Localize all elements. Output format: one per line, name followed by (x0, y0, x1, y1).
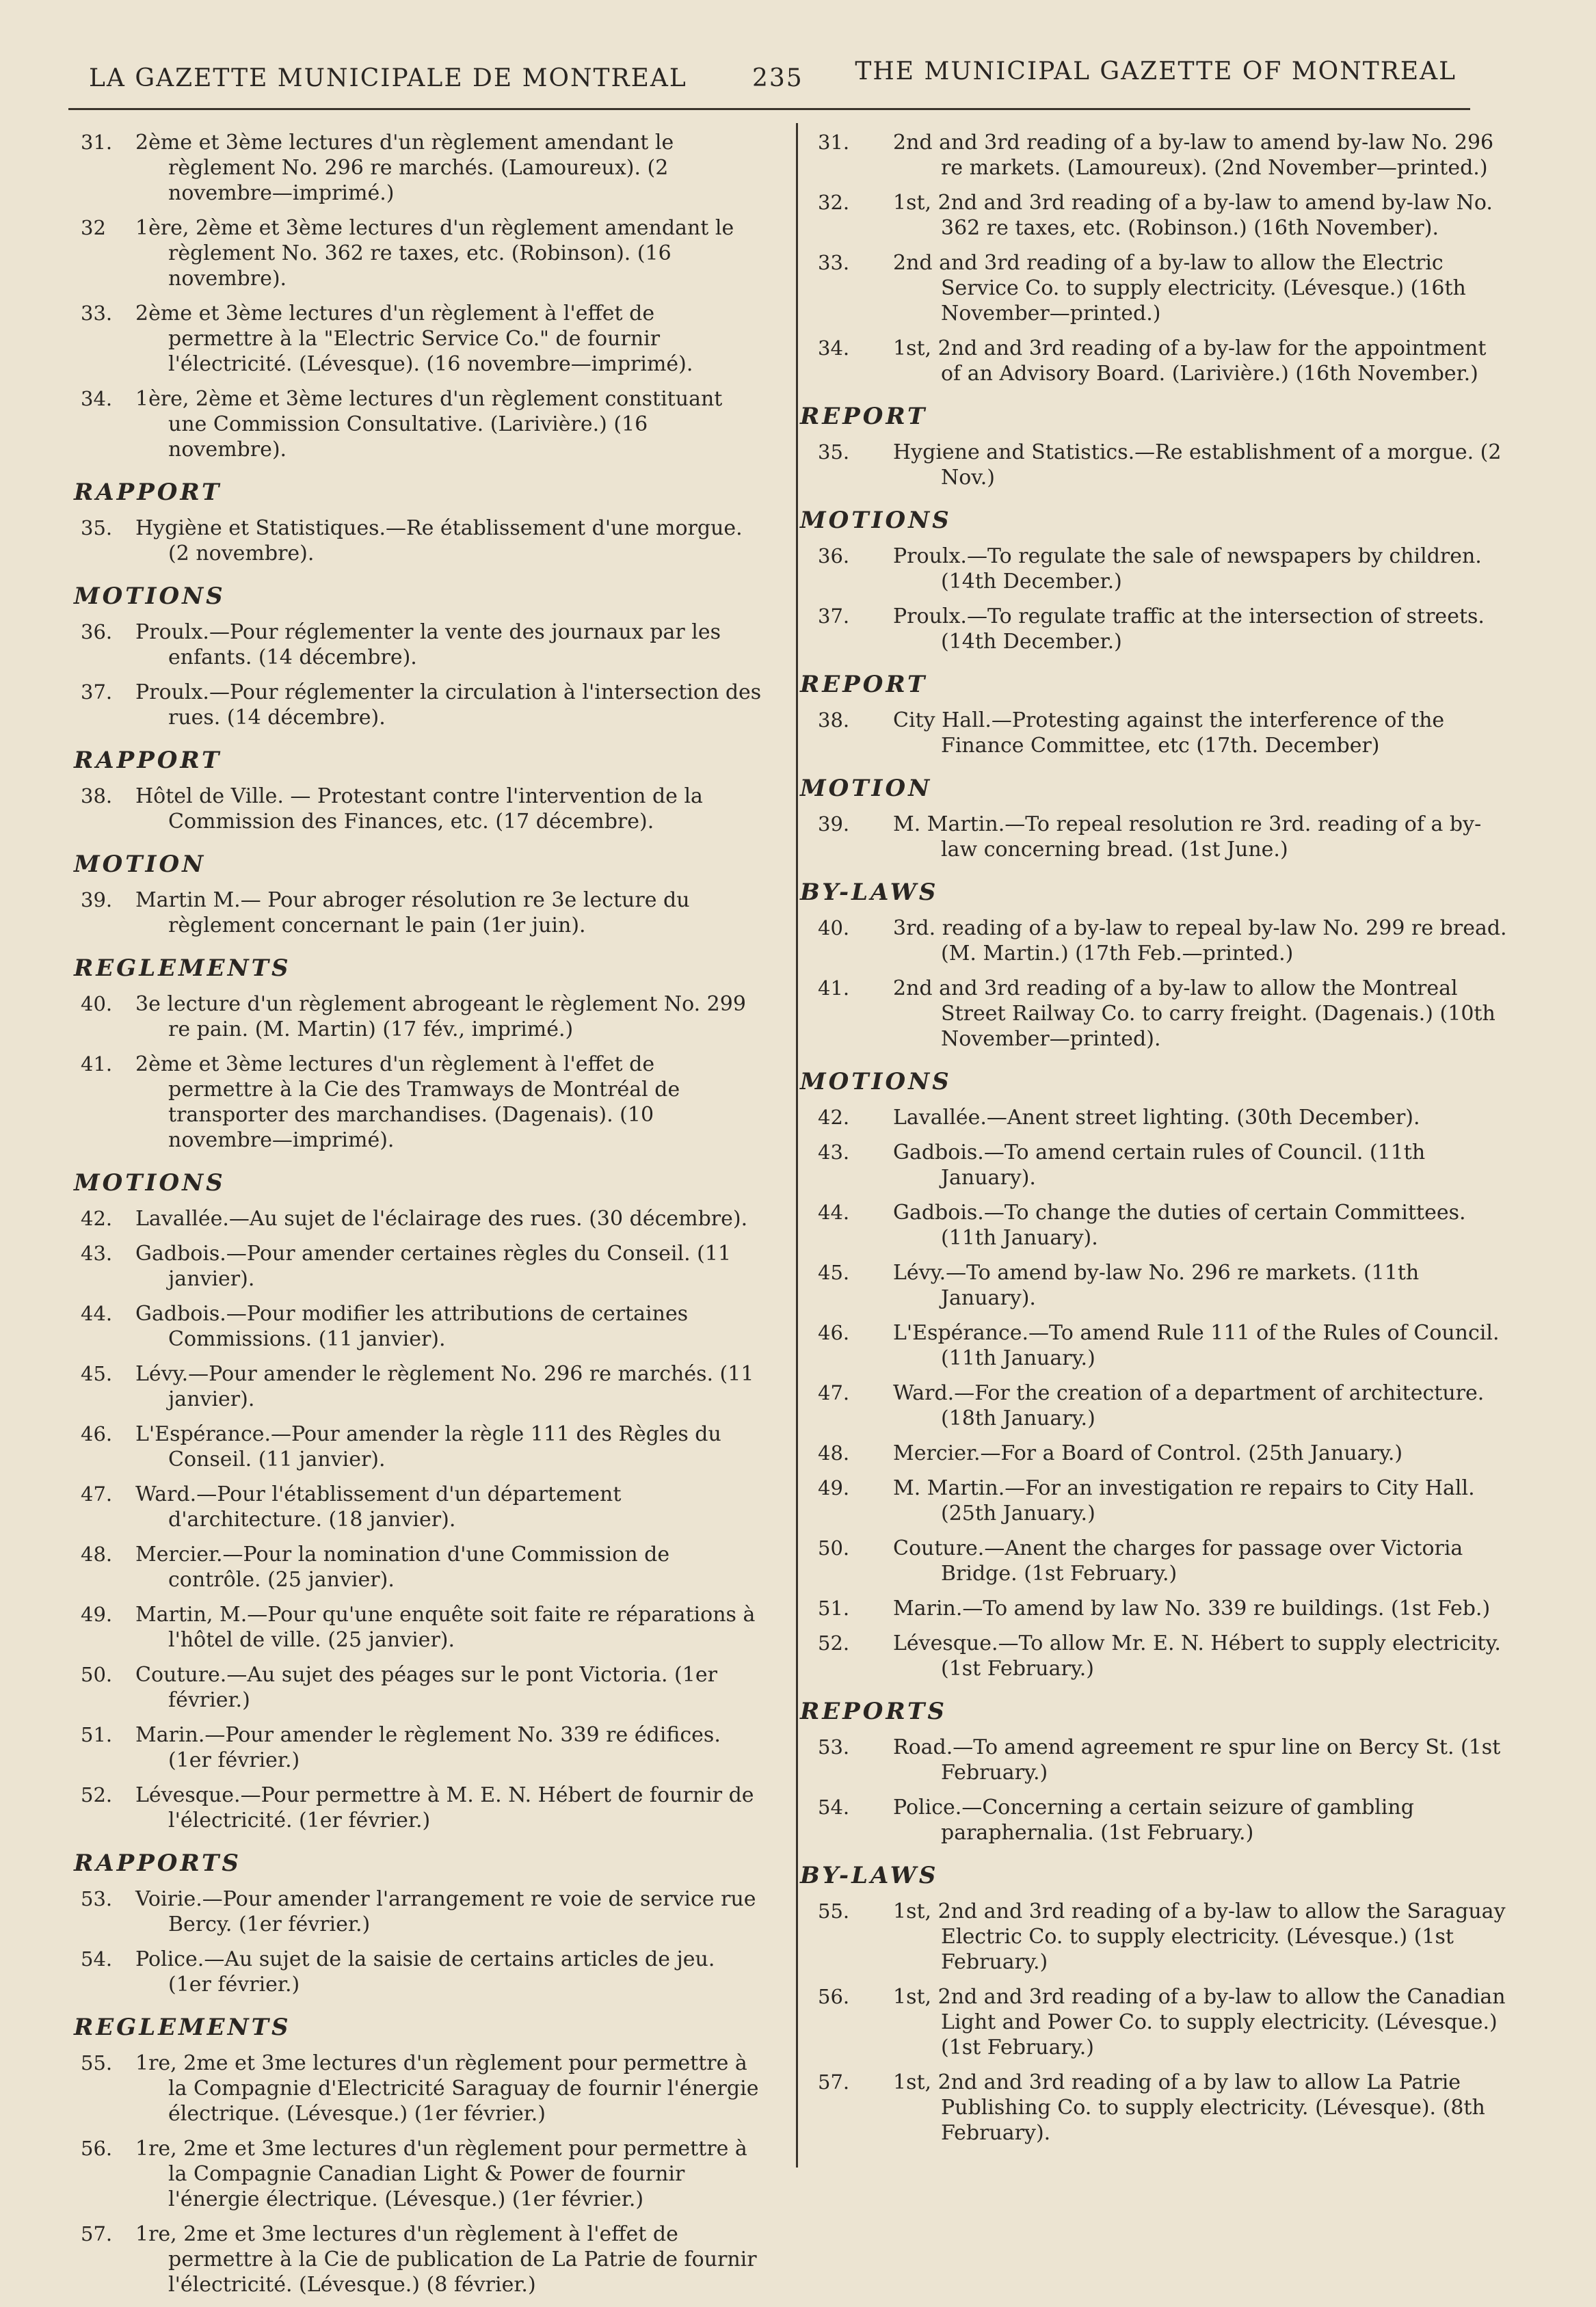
agenda-item (77, 516, 764, 566)
item-text: Lévesque.—Pour permettre à M. E. N. Hébert de fournir de l'électricité. (1er février.) (135, 1783, 754, 1832)
item-text: Police.—Au sujet de la saisie de certains articles de jeu. (1er février.) (135, 1947, 715, 1997)
agenda-item (800, 190, 1511, 241)
item-text: Ward.—For the creation of a department of architecture. (18th January.) (893, 1381, 1485, 1430)
agenda-item (800, 1795, 1511, 1845)
item-text: Gadbois.—To change the duties of certain Committees. (11th January). (893, 1201, 1466, 1250)
item-number: 38. (818, 708, 850, 732)
section-heading: BY-LAWS (800, 879, 939, 906)
item-text: Lévesque.—To allow Mr. E. N. Hébert to supply electricity. (1st February.) (893, 1631, 1501, 1681)
agenda-item (77, 1422, 764, 1472)
agenda-item (77, 1947, 764, 1997)
agenda-item (77, 1886, 764, 1937)
item-text: Gadbois.—Pour modifier les attributions de certaines Commissions. (11 janvier). (135, 1302, 689, 1351)
column-divider (796, 123, 798, 2168)
agenda-item (800, 1631, 1511, 1681)
header-rule (68, 108, 1470, 110)
item-text: 1re, 2me et 3me lectures d'un règlement pour permettre à la Compagnie d'Electricité Saraguay de fournir l'énergie électrique. (Lévesque.) (1er février.) (135, 2051, 759, 2126)
agenda-item (77, 1361, 764, 1412)
item-text: 2nd and 3rd reading of a by-law to allow the Electric Service Co. to supply electricity. (Lévesque.) (16th November—printed.) (893, 251, 1466, 325)
agenda-item (77, 1602, 764, 1653)
item-number: 40. (81, 992, 113, 1015)
item-text: 3e lecture d'un règlement abrogeant le règlement No. 299 re pain. (M. Martin) (17 fév., imprimé.) (135, 992, 746, 1041)
agenda-item (800, 708, 1511, 758)
item-number: 46. (81, 1422, 113, 1445)
item-number: 55. (818, 1899, 850, 1923)
agenda-item (77, 1301, 764, 1352)
agenda-item (77, 784, 764, 834)
item-number: 40. (818, 916, 850, 939)
agenda-item (800, 1200, 1511, 1251)
item-number: 43. (818, 1141, 850, 1164)
agenda-item (77, 1206, 764, 1231)
item-number: 50. (81, 1663, 113, 1686)
agenda-item (77, 1722, 764, 1773)
item-number: 37. (81, 680, 113, 704)
item-text: Couture.—Au sujet des péages sur le pont Victoria. (1er février.) (135, 1663, 717, 1712)
item-number: 52. (818, 1631, 850, 1655)
section-heading: RAPPORT (74, 747, 222, 774)
agenda-item (77, 215, 764, 291)
item-number: 36. (818, 544, 850, 568)
item-number: 35. (818, 440, 850, 464)
item-text: M. Martin.—For an investigation re repairs to City Hall. (25th January.) (893, 1476, 1475, 1525)
item-number: 49. (818, 1476, 850, 1499)
item-number: 36. (81, 620, 113, 643)
agenda-item (77, 1662, 764, 1713)
item-text: Lavallée.—Au sujet de l'éclairage des rues. (30 décembre). (135, 1207, 748, 1231)
item-number: 32 (81, 216, 106, 239)
agenda-item (800, 130, 1511, 181)
item-number: 53. (818, 1735, 850, 1759)
item-text: Marin.—To amend by law No. 339 re buildings. (1st Feb.) (893, 1597, 1491, 1621)
item-text: 1re, 2me et 3me lectures d'un règlement pour permettre à la Compagnie Canadian Light & Power de fournir l'énergie électrique. (Lévesque.) (1er février.) (135, 2137, 747, 2211)
item-number: 48. (81, 1543, 113, 1566)
section-heading: REPORT (800, 403, 928, 430)
agenda-item (800, 1984, 1511, 2060)
agenda-item (77, 386, 764, 462)
item-number: 34. (81, 387, 113, 410)
agenda-item (800, 1105, 1511, 1130)
item-number: 57. (81, 2222, 113, 2245)
page-header (82, 57, 1463, 112)
agenda-item (77, 1482, 764, 1532)
section-heading: REPORTS (800, 1698, 947, 1725)
section-heading: MOTION (74, 851, 207, 878)
item-number: 56. (81, 2137, 113, 2160)
item-number: 53. (81, 1887, 113, 1910)
item-number: 48. (818, 1441, 850, 1465)
item-text: Hôtel de Ville. — Protestant contre l'intervention de la Commission des Finances, etc. (17 décembre). (135, 784, 703, 834)
item-text: 1st, 2nd and 3rd reading of a by law to allow La Patrie Publishing Co. to supply electricity. (Lévesque). (8th February). (893, 2070, 1485, 2145)
item-text: 1st, 2nd and 3rd reading of a by-law for the appointment of an Advisory Board. (Larivière.) (16th November.) (893, 336, 1487, 386)
item-text: 2ème et 3ème lectures d'un règlement amendant le règlement No. 296 re marchés. (Lamoureux). (2 novembre—imprimé.) (135, 131, 674, 205)
item-text: 3rd. reading of a by-law to repeal by-law No. 299 re bread. (M. Martin.) (17th Feb.—printed.) (893, 916, 1507, 965)
item-text: Voirie.—Pour amender l'arrangement re voie de service rue Bercy. (1er février.) (135, 1887, 756, 1936)
item-number: 44. (81, 1302, 113, 1325)
agenda-item (800, 1381, 1511, 1431)
agenda-item (800, 812, 1511, 862)
item-text: 2ème et 3ème lectures d'un règlement à l'effet de permettre à la Cie des Tramways de Montréal de transporter des marchandises. (Dagenais). (10 novembre—imprimé). (135, 1052, 680, 1152)
item-text: Lévy.—Pour amender le règlement No. 296 re marchés. (11 janvier). (135, 1362, 754, 1411)
agenda-item (77, 130, 764, 206)
item-text: Lavallée.—Anent street lighting. (30th December). (893, 1106, 1420, 1130)
item-number: 45. (818, 1261, 850, 1284)
agenda-item (77, 619, 764, 670)
item-number: 31. (81, 131, 113, 154)
agenda-item (800, 1140, 1511, 1190)
agenda-item (800, 250, 1511, 326)
item-text: Proulx.—Pour réglementer la vente des journaux par les enfants. (14 décembre). (135, 620, 721, 669)
agenda-item (800, 544, 1511, 594)
item-number: 57. (818, 2070, 850, 2094)
agenda-item (77, 1542, 764, 1592)
agenda-item (77, 2222, 764, 2297)
page-number: 235 (752, 64, 803, 92)
agenda-item (77, 680, 764, 730)
item-number: 47. (818, 1381, 850, 1404)
item-number: 47. (81, 1482, 113, 1506)
item-text: Ward.—Pour l'établissement d'un département d'architecture. (18 janvier). (135, 1482, 622, 1532)
section-heading: REPORT (800, 671, 928, 698)
item-number: 38. (81, 784, 113, 808)
agenda-item (800, 440, 1511, 490)
section-heading: REGLEMENTS (74, 2014, 291, 2041)
agenda-item (800, 1899, 1511, 1975)
item-number: 50. (818, 1536, 850, 1560)
item-text: Proulx.—To regulate traffic at the intersection of streets. (14th December.) (893, 604, 1485, 654)
agenda-item (77, 1052, 764, 1153)
item-text: Couture.—Anent the charges for passage over Victoria Bridge. (1st February.) (893, 1536, 1463, 1586)
item-text: L'Espérance.—Pour amender la règle 111 des Règles du Conseil. (11 janvier). (135, 1422, 721, 1471)
section-heading: MOTION (800, 775, 933, 802)
item-text: M. Martin.—To repeal resolution re 3rd. reading of a by-law concerning bread. (1st June.) (893, 812, 1482, 862)
item-text: 1st, 2nd and 3rd reading of a by-law to allow the Canadian Light and Power Co. to supply electricity. (Lévesque.) (1st February.) (893, 1985, 1506, 2059)
item-text: 1st, 2nd and 3rd reading of a by-law to allow the Saraguay Electric Co. to supply electricity. (Lévesque.) (1st February.) (893, 1899, 1506, 1974)
agenda-item (77, 888, 764, 938)
item-number: 45. (81, 1362, 113, 1385)
section-heading: MOTIONS (74, 583, 226, 610)
item-number: 41. (818, 976, 850, 1000)
agenda-item (800, 336, 1511, 386)
item-number: 51. (81, 1723, 113, 1746)
item-text: L'Espérance.—To amend Rule 111 of the Rules of Council. (11th January.) (893, 1321, 1500, 1370)
item-text: Martin M.— Pour abroger résolution re 3e lecture du règlement concernant le pain (1er juin). (135, 888, 690, 937)
item-number: 51. (818, 1597, 850, 1620)
item-text: Marin.—Pour amender le règlement No. 339 re édifices. (1er février.) (135, 1723, 721, 1772)
item-text: Police.—Concerning a certain seizure of gambling paraphernalia. (1st February.) (893, 1796, 1414, 1845)
item-number: 34. (818, 336, 850, 360)
item-number: 42. (818, 1106, 850, 1129)
item-text: 1ère, 2ème et 3ème lectures d'un règlement constituant une Commission Consultative. (Larivière.) (16 novembre). (135, 387, 723, 462)
agenda-item (800, 2070, 1511, 2146)
section-heading: REGLEMENTS (74, 955, 291, 982)
item-number: 39. (818, 812, 850, 836)
english-column (800, 130, 1511, 2155)
agenda-item (800, 1735, 1511, 1785)
item-number: 55. (81, 2051, 113, 2075)
item-text: 1st, 2nd and 3rd reading of a by-law to amend by-law No. 362 re taxes, etc. (Robinson.) (16th November). (893, 191, 1493, 240)
agenda-item (800, 604, 1511, 654)
item-text: Martin, M.—Pour qu'une enquête soit faite re réparations à l'hôtel de ville. (25 janvier). (135, 1603, 756, 1652)
item-text: 2ème et 3ème lectures d'un règlement à l'effet de permettre à la "Electric Service Co." de fournir l'électricité. (Lévesque). (16 novembre—imprimé). (135, 302, 693, 376)
item-number: 46. (818, 1321, 850, 1344)
header-left-title: LA GAZETTE MUNICIPALE DE MONTREAL (89, 64, 687, 92)
agenda-item (800, 1441, 1511, 1466)
item-text: Proulx.—Pour réglementer la circulation à l'intersection des rues. (14 décembre). (135, 680, 762, 730)
agenda-item (800, 976, 1511, 1052)
item-text: Hygiene and Statistics.—Re establishment of a morgue. (2 Nov.) (893, 440, 1502, 490)
item-number: 42. (81, 1207, 113, 1230)
item-number: 52. (81, 1783, 113, 1806)
agenda-item (77, 1783, 764, 1833)
agenda-item (800, 1596, 1511, 1621)
section-heading: MOTIONS (800, 507, 952, 534)
agenda-item (77, 1241, 764, 1292)
item-text: 1ère, 2ème et 3ème lectures d'un règlement amendant le règlement No. 362 re taxes, etc. (Robinson). (16 novembre). (135, 216, 734, 291)
item-text: 2nd and 3rd reading of a by-law to amend by-law No. 296 re markets. (Lamoureux). (2nd November—printed.) (893, 131, 1494, 180)
agenda-item (800, 1536, 1511, 1586)
item-text: 1re, 2me et 3me lectures d'un règlement à l'effet de permettre à la Cie de publication de La Patrie de fournir l'électricité. (Lévesque.) (8 février.) (135, 2222, 757, 2297)
item-number: 54. (81, 1947, 113, 1971)
section-heading: RAPPORT (74, 479, 222, 506)
agenda-item (77, 301, 764, 377)
agenda-item (77, 2051, 764, 2126)
header-right-title: THE MUNICIPAL GAZETTE OF MONTREAL (855, 57, 1457, 85)
item-text: Gadbois.—Pour amender certaines règles du Conseil. (11 janvier). (135, 1242, 732, 1291)
item-number: 54. (818, 1796, 850, 1819)
item-number: 43. (81, 1242, 113, 1265)
item-number: 44. (818, 1201, 850, 1224)
item-text: Road.—To amend agreement re spur line on Bercy St. (1st February.) (893, 1735, 1501, 1785)
agenda-item (800, 1320, 1511, 1371)
item-text: City Hall.—Protesting against the interference of the Finance Committee, etc (17th. December) (893, 708, 1445, 758)
item-number: 49. (81, 1603, 113, 1626)
item-text: Lévy.—To amend by-law No. 296 re markets. (11th January). (893, 1261, 1420, 1310)
item-number: 33. (81, 302, 113, 325)
item-number: 56. (818, 1985, 850, 2008)
agenda-item (800, 1476, 1511, 1526)
item-number: 33. (818, 251, 850, 274)
item-number: 39. (81, 888, 113, 911)
item-number: 35. (81, 516, 113, 539)
item-number: 31. (818, 131, 850, 154)
item-text: Proulx.—To regulate the sale of newspapers by children. (14th December.) (893, 544, 1482, 594)
item-number: 37. (818, 604, 850, 628)
agenda-item (800, 916, 1511, 966)
item-number: 41. (81, 1052, 113, 1076)
item-text: Gadbois.—To amend certain rules of Council. (11th January). (893, 1141, 1426, 1190)
section-heading: MOTIONS (74, 1169, 226, 1197)
section-heading: MOTIONS (800, 1068, 952, 1095)
agenda-item (77, 991, 764, 1042)
agenda-item (77, 2136, 764, 2212)
item-number: 32. (818, 191, 850, 214)
section-heading: RAPPORTS (74, 1850, 241, 1877)
section-heading: BY-LAWS (800, 1862, 939, 1889)
item-text: Mercier.—Pour la nomination d'une Commission de contrôle. (25 janvier). (135, 1543, 670, 1592)
french-column (74, 130, 764, 2307)
item-text: 2nd and 3rd reading of a by-law to allow the Montreal Street Railway Co. to carry freight. (Dagenais.) (10th November—printed). (893, 976, 1495, 1051)
agenda-item (800, 1260, 1511, 1311)
item-text: Hygiène et Statistiques.—Re établissement d'une morgue. (2 novembre). (135, 516, 743, 565)
item-text: Mercier.—For a Board of Control. (25th January.) (893, 1441, 1403, 1465)
